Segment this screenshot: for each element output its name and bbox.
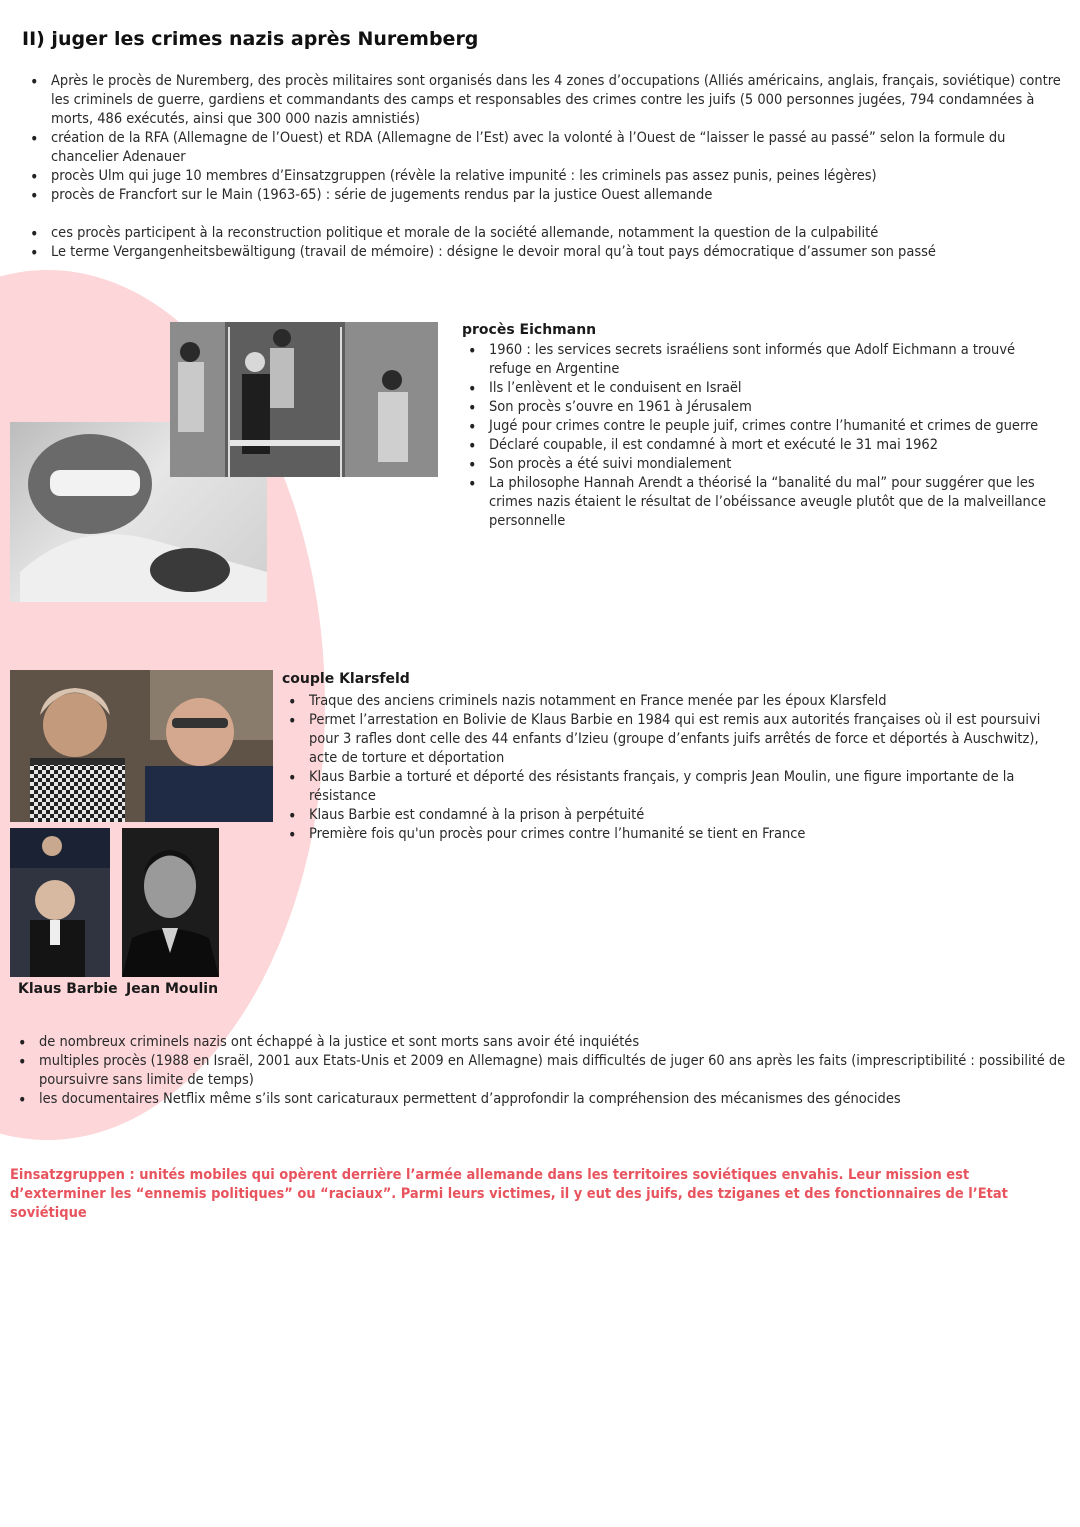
list-item: • Klaus Barbie a torturé et déporté des résistants français, y compris Jean Moulin, une figure importante de la résistance [282,768,1064,806]
eichmann-trial-photo [170,322,438,477]
list-item: • Ils l’enlèvent et le conduisent en Israël [462,379,1052,398]
list-item: • Déclaré coupable, il est condamné à mort et exécuté le 31 mai 1962 [462,436,1052,455]
list-item: • Son procès a été suivi mondialement [462,455,1052,474]
klarsfeld-couple-photo [10,670,273,822]
list-item: • procès Ulm qui juge 10 membres d’Einsatzgruppen (révèle la relative impunité : les criminels pas assez punis, peines légères) [24,167,1069,186]
list-item: • multiples procès (1988 en Israël, 2001 aux Etats-Unis et 2009 en Allemagne) mais difficultés de juger 60 ans après les faits (imprescriptibilité : possibilité de poursuivre sans limite de temps) [12,1052,1067,1090]
jean-moulin-photo [122,828,219,977]
list-item: • les documentaires Netflix même s’ils sont caricaturaux permettent d’approfondir la compréhension des mécanismes des génocides [12,1090,1067,1109]
klaus-barbie-caption: Klaus Barbie [18,981,118,997]
list-item: • Klaus Barbie est condamné à la prison à perpétuité [282,806,1064,825]
section-heading: II) juger les crimes nazis après Nuremberg [22,28,479,50]
intro-list-2 [24,224,1069,262]
closing-list [12,1033,1067,1109]
eichmann-list [462,341,1052,531]
list-item: • Traque des anciens criminels nazis notamment en France menée par les époux Klarsfeld [282,692,1064,711]
list-item: • procès de Francfort sur le Main (1963-65) : série de jugements rendus par la justice Ouest allemande [24,186,1069,205]
einsatzgruppen-definition: Einsatzgruppen : unités mobiles qui opèrent derrière l’armée allemande dans les territoires soviétiques envahis. Leur mission est d’exterminer les “ennemis politiques” ou “raciaux”. Parmi leurs victimes, il y eut des juifs, des tziganes et des fonctionnaires de l’Etat soviétique [10,1167,1008,1221]
list-item: • de nombreux criminels nazis ont échappé à la justice et sont morts sans avoir été inquiétés [12,1033,1067,1052]
list-item: • Jugé pour crimes contre le peuple juif, crimes contre l’humanité et crimes de guerre [462,417,1052,436]
list-item: • Son procès s’ouvre en 1961 à Jérusalem [462,398,1052,417]
list-item: • La philosophe Hannah Arendt a théorisé la “banalité du mal” pour suggérer que les crimes nazis étaient le résultat de l’obéissance aveugle plutôt que de la malveillance personnelle [462,474,1052,531]
list-item: • ces procès participent à la reconstruction politique et morale de la société allemande, notamment la question de la culpabilité [24,224,1069,243]
list-item: • Permet l’arrestation en Bolivie de Klaus Barbie en 1984 qui est remis aux autorités françaises où il est poursuivi pour 3 rafles dont celle des 44 enfants d’Izieu (groupe d’enfants juifs arrêtés de force et déportés à Auschwitz), acte de torture et déportation [282,711,1064,768]
list-item: • Première fois qu'un procès pour crimes contre l’humanité se tient en France [282,825,1064,844]
klarsfeld-title: couple Klarsfeld [282,671,410,687]
intro-list [24,72,1069,205]
list-item: • 1960 : les services secrets israéliens sont informés que Adolf Eichmann a trouvé refuge en Argentine [462,341,1052,379]
list-item: • création de la RFA (Allemagne de l’Ouest) et RDA (Allemagne de l’Est) avec la volonté à l’Ouest de “laisser le passé au passé” selon la formule du chancelier Adenauer [24,129,1069,167]
eichmann-title: procès Eichmann [462,322,597,338]
list-item: • Le terme Vergangenheitsbewältigung (travail de mémoire) : désigne le devoir moral qu’à tout pays démocratique d’assumer son passé [24,243,1069,262]
klaus-barbie-photo [10,828,110,977]
jean-moulin-caption: Jean Moulin [126,981,219,997]
list-item: • Après le procès de Nuremberg, des procès militaires sont organisés dans les 4 zones d’occupations (Alliés américains, anglais, français, soviétique) contre les criminels de guerre, gardiens et commandants des camps et responsables des crimes contre les juifs (5 000 personnes jugées, 794 condamnées à morts, 486 exécutés, ainsi que 300 000 nazis amnistiés) [24,72,1069,129]
klarsfeld-list [282,692,1064,844]
